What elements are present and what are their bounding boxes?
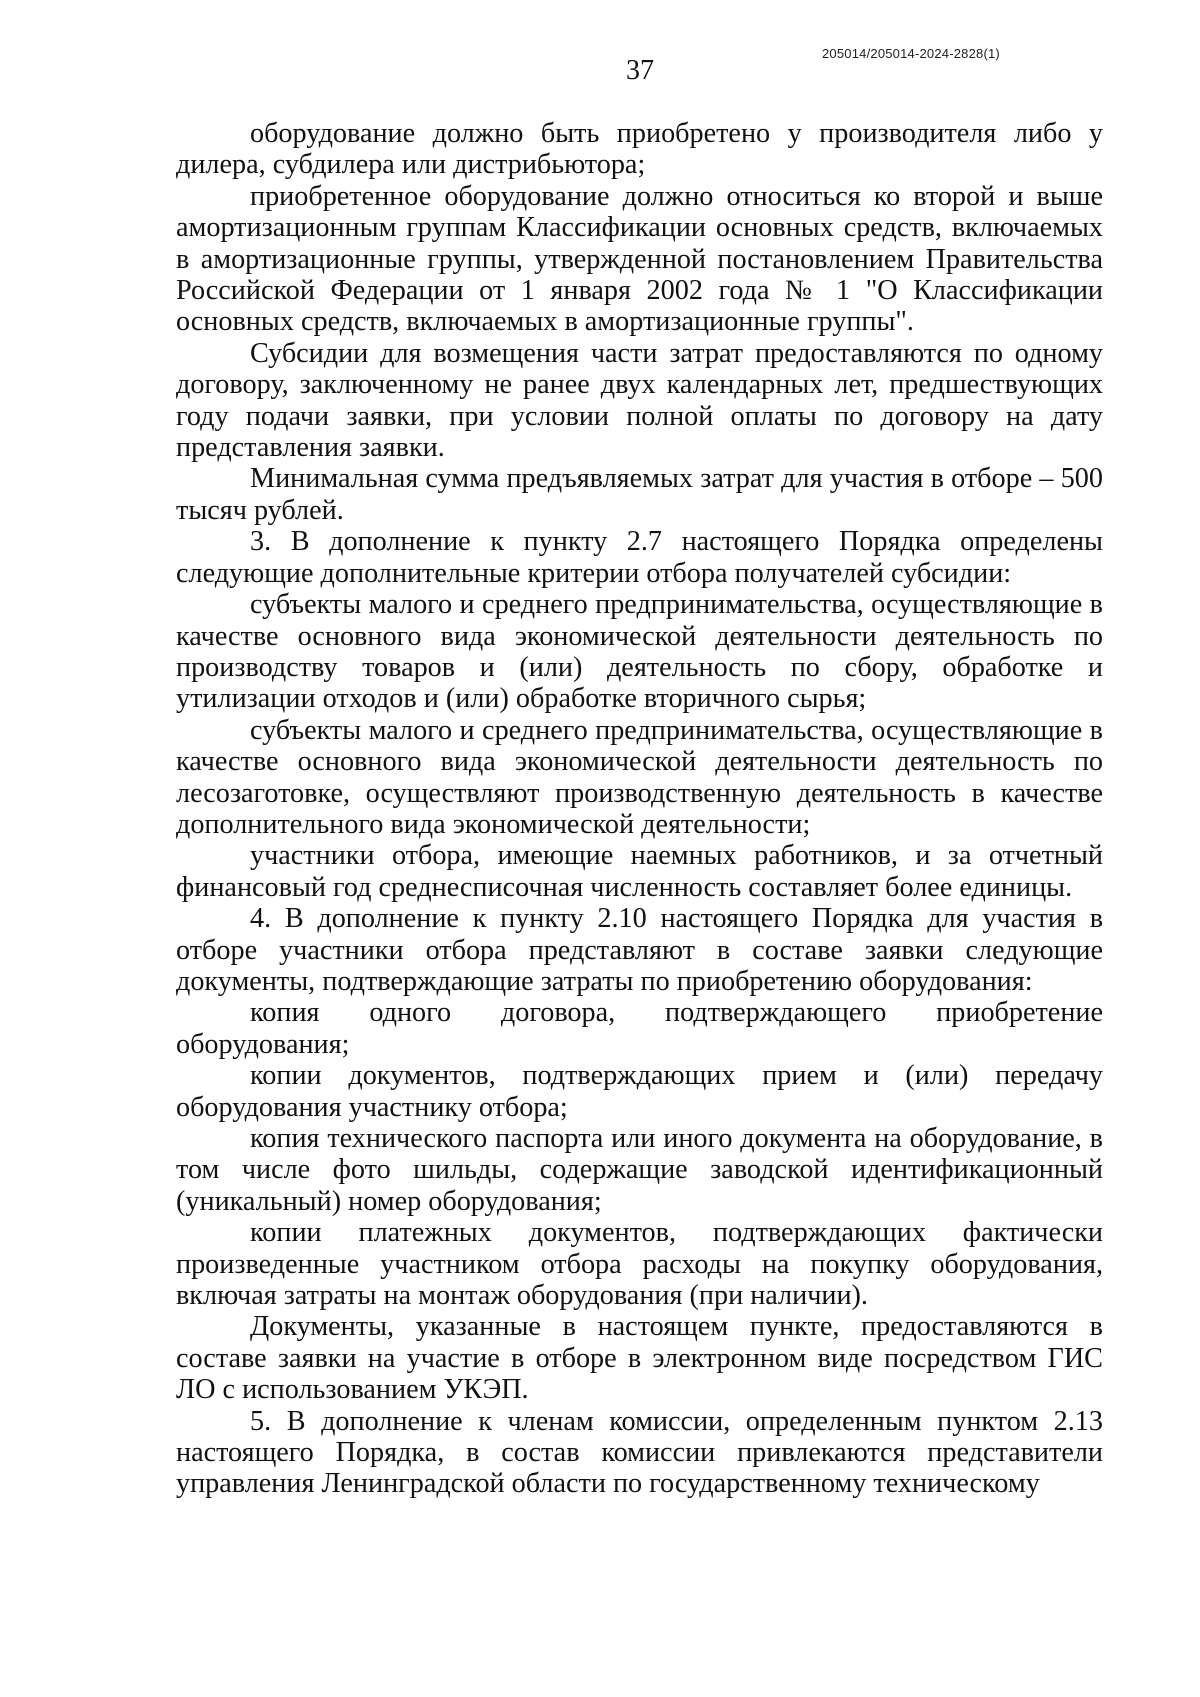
paragraph: участники отбора, имеющие наемных работников, и за отчетный финансовый год среднесписочная численность составляет более единицы. — [176, 840, 1103, 903]
paragraph: субъекты малого и среднего предпринимательства, осуществляющие в качестве основного вида экономической деятельности деятельность по лесозаготовке, осуществляют производственную деятельность в качестве дополнительного вида экономической деятельности; — [176, 714, 1103, 840]
paragraph: 4. В дополнение к пункту 2.10 настоящего Порядка для участия в отборе участники отбора представляют в составе заявки следующие документы, подтверждающие затраты по приобретению оборудования: — [176, 903, 1103, 997]
paragraph: субъекты малого и среднего предпринимательства, осуществляющие в качестве основного вида экономической деятельности деятельность по производству товаров и (или) деятельность по сбору, обработке и утилизации отходов и (или) обработке вторичного сырья; — [176, 589, 1103, 715]
document-id: 205014/205014-2024-2828(1) — [822, 46, 1000, 61]
paragraph: Документы, указанные в настоящем пункте, предоставляются в составе заявки на участие в отборе в электронном виде посредством ГИС ЛО с использованием УКЭП. — [176, 1311, 1103, 1406]
paragraph: приобретенное оборудование должно относиться ко второй и выше амортизационным группам Классификации основных средств, включаемых в амортизационные группы, утвержденной постановлением Правительства Российской Федерации от 1 января 2002 года № 1 "О Классификации основных средств, включаемых в амортизационные группы". — [176, 180, 1103, 338]
paragraph: 3. В дополнение к пункту 2.7 настоящего Порядка определены следующие дополнительные критерии отбора получателей субсидии: — [176, 526, 1103, 589]
paragraph: копии документов, подтверждающих прием и (или) передачу оборудования участнику отбора; — [176, 1060, 1103, 1123]
paragraph: Субсидии для возмещения части затрат предоставляются по одному договору, заключенному не ранее двух календарных лет, предшествующих году подачи заявки, при условии полной оплаты по договору на дату представления заявки. — [176, 337, 1103, 464]
paragraph: копии платежных документов, подтверждающих фактически произведенные участником отбора расходы на покупку оборудования, включая затраты на монтаж оборудования (при наличии). — [176, 1217, 1103, 1312]
paragraph: копия технического паспорта или иного документа на оборудование, в том числе фото шильды, содержащие заводской идентификационный (уникальный) номер оборудования; — [176, 1123, 1103, 1217]
page-number: 37 — [626, 55, 654, 86]
paragraph: оборудование должно быть приобретено у производителя либо у дилера, субдилера или дистрибьютора; — [176, 118, 1103, 181]
document-body — [176, 118, 1103, 1500]
paragraph: 5. В дополнение к членам комиссии, определенным пунктом 2.13 настоящего Порядка, в состав комиссии привлекаются представители управления Ленинградской области по государственному техническому — [176, 1405, 1103, 1500]
paragraph: Минимальная сумма предъявляемых затрат для участия в отборе – 500 тысяч рублей. — [176, 463, 1103, 526]
paragraph: копия одного договора, подтверждающего приобретение оборудования; — [176, 997, 1103, 1060]
